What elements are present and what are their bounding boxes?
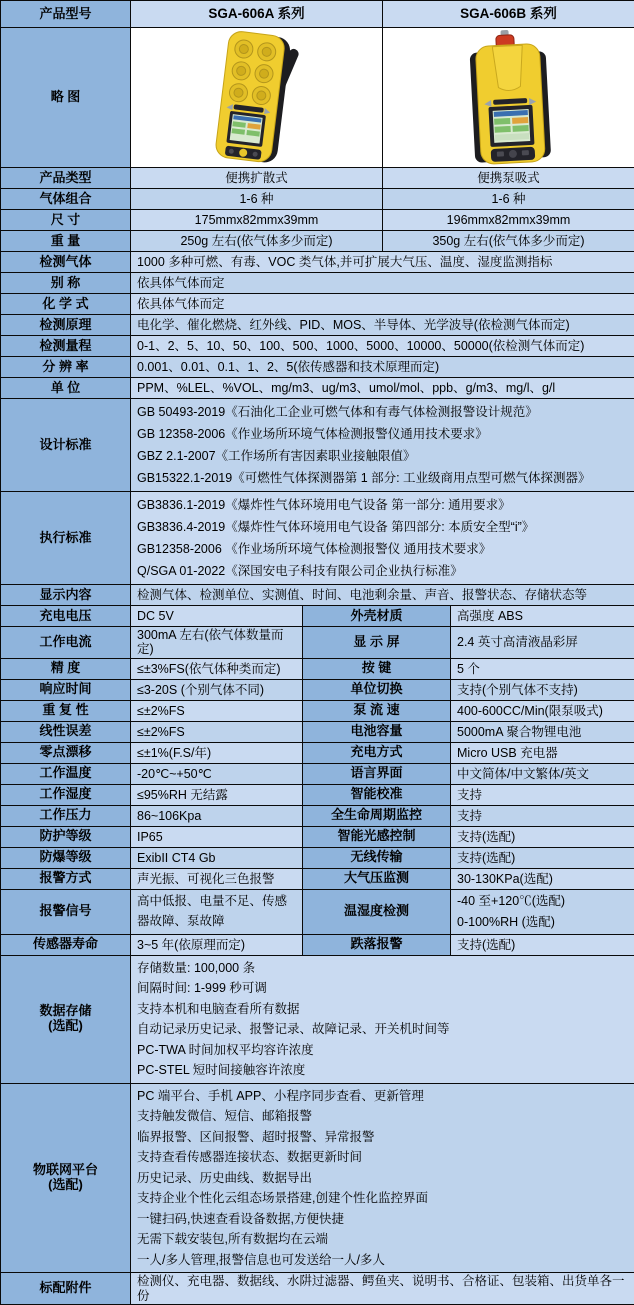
label-alarm-mode: 报警方式	[1, 868, 131, 889]
text-line: Q/SGA 01-2022《深国安电子科技有限公司企业执行标准》	[137, 560, 628, 582]
text-line: 间隔时间: 1-999 秒可调	[137, 978, 628, 999]
value-resolution: 0.001、0.01、0.1、1、2、5(依传感器和技术原理而定)	[131, 357, 634, 378]
label-protection-rating: 防护等级	[1, 826, 131, 847]
value-weight-a: 250g 左右(依气体多少而定)	[131, 231, 383, 252]
label-working-temperature: 工作温度	[1, 763, 131, 784]
section-specs	[0, 605, 634, 956]
row-protection-rating	[1, 826, 634, 847]
value-detect-gas: 1000 多种可燃、有毒、VOC 类气体,并可扩展大气压、温度、湿度监测指标	[131, 252, 634, 273]
row-product-type	[1, 168, 634, 189]
text-line: 无需下载安装包,所有数据均在云端	[137, 1229, 628, 1250]
label-accuracy: 精 度	[1, 658, 131, 679]
label-alarm-signal: 报警信号	[1, 889, 131, 934]
label-keys: 按 键	[303, 658, 451, 679]
value-battery-capacity: 5000mA 聚合物锂电池	[451, 721, 634, 742]
section-detection	[0, 251, 634, 606]
text-line: 0-100%RH (选配)	[457, 912, 628, 933]
iot-platform-title: 物联网平台	[3, 1163, 128, 1178]
label-detect-gas: 检测气体	[1, 252, 131, 273]
label-display-screen: 显 示 屏	[303, 627, 451, 659]
value-explosion-proof: ExibII CT4 Gb	[131, 847, 303, 868]
value-design-standard	[131, 399, 634, 492]
value-detection-principle: 电化学、催化燃烧、红外线、PID、MOS、半导体、光学波导(依检测气体而定)	[131, 315, 634, 336]
label-working-humidity: 工作湿度	[1, 784, 131, 805]
row-dimensions	[1, 210, 634, 231]
row-accuracy	[1, 658, 634, 679]
row-weight	[1, 231, 634, 252]
row-working-temperature	[1, 763, 634, 784]
value-barometric-monitor: 30-130KPa(选配)	[451, 868, 634, 889]
label-language: 语言界面	[303, 763, 451, 784]
text-line: GB 50493-2019《石油化工企业可燃气体和有毒气体检测报警设计规范》	[137, 401, 628, 423]
row-zero-drift	[1, 742, 634, 763]
row-product-model	[1, 1, 634, 28]
label-lifecycle-monitor: 全生命周期监控	[303, 805, 451, 826]
row-alarm-signal	[1, 889, 634, 934]
label-product-model: 产品型号	[1, 1, 131, 28]
label-temp-humidity-detect: 温湿度检测	[303, 889, 451, 934]
value-language: 中文简体/中文繁体/英文	[451, 763, 634, 784]
value-pump-flow: 400-600CC/Min(限泵吸式)	[451, 700, 634, 721]
text-line: PC-STEL 短时间接触容许浓度	[137, 1060, 628, 1081]
value-temp-humidity-detect	[451, 889, 634, 934]
label-design-standard: 设计标准	[1, 399, 131, 492]
value-standard-accessories: 检测仪、充电器、数据线、水阱过滤器、鳄鱼夹、说明书、合格证、包装箱、出货单各一份	[131, 1273, 634, 1305]
text-line: GB12358-2006 《作业场所环境气体检测报警仪 通用技术要求》	[137, 538, 628, 560]
text-line: GB3836.4-2019《爆炸性气体环境用电气设备 第四部分: 本质安全型“i”》	[137, 516, 628, 538]
row-repeatability	[1, 700, 634, 721]
text-line: 临界报警、区间报警、超时报警、异常报警	[137, 1127, 628, 1148]
value-weight-b: 350g 左右(依气体多少而定)	[383, 231, 634, 252]
label-light-sense-control: 智能光感控制	[303, 826, 451, 847]
value-detection-range: 0-1、2、5、10、50、100、500、1000、5000、10000、50000(依检测气体而定)	[131, 336, 634, 357]
text-line: 支持企业个性化云组态场景搭建,创建个性化监控界面	[137, 1188, 628, 1209]
row-iot-platform	[1, 1083, 634, 1273]
label-weight: 重 量	[1, 231, 131, 252]
text-line: 支持本机和电脑查看所有数据	[137, 999, 628, 1020]
label-explosion-proof: 防爆等级	[1, 847, 131, 868]
row-design-standard	[1, 399, 634, 492]
label-zero-drift: 零点漂移	[1, 742, 131, 763]
row-linearity-error	[1, 721, 634, 742]
label-detection-principle: 检测原理	[1, 315, 131, 336]
label-smart-calibration: 智能校准	[303, 784, 451, 805]
value-alarm-signal: 高中低报、电量不足、传感器故障、泵故障	[131, 889, 303, 934]
value-light-sense-control: 支持(选配)	[451, 826, 634, 847]
label-shell-material: 外壳材质	[303, 606, 451, 627]
value-display-screen: 2.4 英寸高清液晶彩屏	[451, 627, 634, 659]
label-standard-accessories: 标配附件	[1, 1273, 131, 1305]
text-line: GB3836.1-2019《爆炸性气体环境用电气设备 第一部分: 通用要求》	[137, 494, 628, 516]
label-alias: 别 称	[1, 273, 131, 294]
value-lifecycle-monitor: 支持	[451, 805, 634, 826]
sketch-device-b	[383, 28, 634, 168]
diffusion-detector-photo	[131, 29, 382, 167]
text-line: GB 12358-2006《作业场所环境气体检测报警仪通用技术要求》	[137, 423, 628, 445]
value-execution-standard	[131, 492, 634, 585]
value-shell-material: 高强度 ABS	[451, 606, 634, 627]
row-detection-range	[1, 336, 634, 357]
text-line: 支持查看传感器连接状态、数据更新时间	[137, 1147, 628, 1168]
label-working-current: 工作电流	[1, 627, 131, 659]
row-standard-accessories	[1, 1273, 634, 1305]
data-storage-subtitle: (选配)	[3, 1019, 128, 1034]
row-sensor-life	[1, 934, 634, 955]
value-repeatability: ≤±2%FS	[131, 700, 303, 721]
text-line: GB15322.1-2019《可燃性气体探测器第 1 部分: 工业级商用点型可燃气体探测器》	[137, 467, 628, 489]
label-resolution: 分 辨 率	[1, 357, 131, 378]
text-line: 一键扫码,快速查看设备数据,方便快捷	[137, 1209, 628, 1230]
row-response-time	[1, 679, 634, 700]
label-unit-switch: 单位切换	[303, 679, 451, 700]
value-working-pressure: 86~106Kpa	[131, 805, 303, 826]
iot-platform-subtitle: (选配)	[3, 1178, 128, 1193]
header-series-b: SGA-606B 系列	[383, 1, 634, 28]
label-drop-alarm: 跌落报警	[303, 934, 451, 955]
label-data-storage	[1, 955, 131, 1083]
value-response-time: ≤3-20S (个别气体不同)	[131, 679, 303, 700]
row-working-humidity	[1, 784, 634, 805]
value-gas-combination-a: 1-6 种	[131, 189, 383, 210]
value-dimensions-b: 196mmx82mmx39mm	[383, 210, 634, 231]
value-working-current: 300mA 左右(依气体数量而定)	[131, 627, 303, 659]
label-detection-range: 检测量程	[1, 336, 131, 357]
value-charge-voltage: DC 5V	[131, 606, 303, 627]
text-line: 存储数量: 100,000 条	[137, 958, 628, 979]
row-resolution	[1, 357, 634, 378]
label-display-content: 显示内容	[1, 585, 131, 606]
label-iot-platform	[1, 1083, 131, 1273]
label-working-pressure: 工作压力	[1, 805, 131, 826]
data-storage-title: 数据存储	[3, 1004, 128, 1019]
row-data-storage	[1, 955, 634, 1083]
value-alias: 依具体气体而定	[131, 273, 634, 294]
row-unit	[1, 378, 634, 399]
row-execution-standard	[1, 492, 634, 585]
value-display-content: 检测气体、检测单位、实测值、时间、电池剩余量、声音、报警状态、存储状态等	[131, 585, 634, 606]
value-alarm-mode: 声光振、可视化三色报警	[131, 868, 303, 889]
value-sensor-life: 3~5 年(依原理而定)	[131, 934, 303, 955]
label-unit: 单 位	[1, 378, 131, 399]
text-line: 自动记录历史记录、报警记录、故障记录、开关机时间等	[137, 1019, 628, 1040]
row-detection-principle	[1, 315, 634, 336]
row-explosion-proof	[1, 847, 634, 868]
value-data-storage	[131, 955, 634, 1083]
label-chemical-formula: 化 学 式	[1, 294, 131, 315]
label-sketch: 略 图	[1, 28, 131, 168]
row-alarm-mode	[1, 868, 634, 889]
label-charge-voltage: 充电电压	[1, 606, 131, 627]
text-line: 一人/多人管理,报警信息也可发送给一人/多人	[137, 1250, 628, 1271]
text-line: 支持触发微信、短信、邮箱报警	[137, 1106, 628, 1127]
row-chemical-formula	[1, 294, 634, 315]
label-battery-capacity: 电池容量	[303, 721, 451, 742]
value-keys: 5 个	[451, 658, 634, 679]
value-working-temperature: -20℃~+50℃	[131, 763, 303, 784]
text-line: -40 至+120℃(选配)	[457, 891, 628, 912]
value-wireless-transmission: 支持(选配)	[451, 847, 634, 868]
value-protection-rating: IP65	[131, 826, 303, 847]
value-gas-combination-b: 1-6 种	[383, 189, 634, 210]
value-product-type-b: 便携泵吸式	[383, 168, 634, 189]
label-repeatability: 重 复 性	[1, 700, 131, 721]
label-sensor-life: 传感器寿命	[1, 934, 131, 955]
section-basic	[0, 0, 634, 252]
row-sketch	[1, 28, 634, 168]
value-smart-calibration: 支持	[451, 784, 634, 805]
value-unit: PPM、%LEL、%VOL、mg/m3、ug/m3、umol/mol、ppb、g/m3、mg/l、g/l	[131, 378, 634, 399]
row-charge-voltage	[1, 606, 634, 627]
row-alias	[1, 273, 634, 294]
text-line: PC 端平台、手机 APP、小程序同步查看、更新管理	[137, 1086, 628, 1107]
value-product-type-a: 便携扩散式	[131, 168, 383, 189]
value-accuracy: ≤±3%FS(依气体种类而定)	[131, 658, 303, 679]
label-charging-method: 充电方式	[303, 742, 451, 763]
value-zero-drift: ≤±1%(F.S/年)	[131, 742, 303, 763]
label-barometric-monitor: 大气压监测	[303, 868, 451, 889]
value-drop-alarm: 支持(选配)	[451, 934, 634, 955]
label-execution-standard: 执行标准	[1, 492, 131, 585]
text-line: GBZ 2.1-2007《工作场所有害因素职业接触限值》	[137, 445, 628, 467]
row-gas-combination	[1, 189, 634, 210]
row-working-current	[1, 627, 634, 659]
text-line: 历史记录、历史曲线、数据导出	[137, 1168, 628, 1189]
sketch-device-a	[131, 28, 383, 168]
label-linearity-error: 线性误差	[1, 721, 131, 742]
section-platform	[0, 955, 634, 1305]
pump-detector-photo	[383, 29, 634, 167]
value-iot-platform	[131, 1083, 634, 1273]
value-linearity-error: ≤±2%FS	[131, 721, 303, 742]
label-response-time: 响应时间	[1, 679, 131, 700]
row-detect-gas	[1, 252, 634, 273]
header-series-a: SGA-606A 系列	[131, 1, 383, 28]
value-charging-method: Micro USB 充电器	[451, 742, 634, 763]
value-unit-switch: 支持(个别气体不支持)	[451, 679, 634, 700]
label-gas-combination: 气体组合	[1, 189, 131, 210]
label-dimensions: 尺 寸	[1, 210, 131, 231]
label-wireless-transmission: 无线传输	[303, 847, 451, 868]
value-dimensions-a: 175mmx82mmx39mm	[131, 210, 383, 231]
text-line: PC-TWA 时间加权平均容许浓度	[137, 1040, 628, 1061]
label-product-type: 产品类型	[1, 168, 131, 189]
row-display-content	[1, 585, 634, 606]
row-working-pressure	[1, 805, 634, 826]
label-pump-flow: 泵 流 速	[303, 700, 451, 721]
value-chemical-formula: 依具体气体而定	[131, 294, 634, 315]
value-working-humidity: ≤95%RH 无结露	[131, 784, 303, 805]
